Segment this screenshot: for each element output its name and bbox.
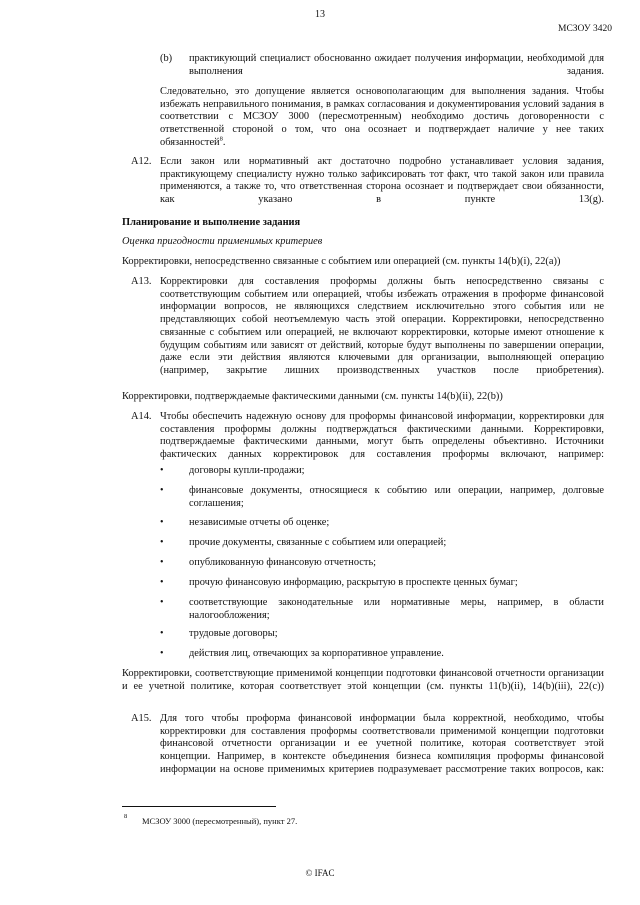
page-number: 13 bbox=[315, 9, 325, 20]
adjustments-direct-heading: Корректировки, непосредственно связанные с событием или операцией (см. пункты 14(b)(i), 22(a)) bbox=[122, 256, 561, 267]
bullet-marker: • bbox=[160, 597, 164, 608]
bullet-marker: • bbox=[160, 465, 164, 476]
bullet-marker: • bbox=[160, 537, 164, 548]
footnote-number: 8 bbox=[124, 813, 128, 821]
paragraph-a13-text: Корректировки для составления проформы должны быть непосредственно связаны с соответствующим событием или операцией, чтобы избежать отражения в проформе финансовой информации вопросов, не являющихся следствием исключительно этого события или не представляющих собой неотъемлемую часть этой операции. Корректировки, непосредственно связанные с событием или операцией, не включают корректировки, которые имеют отношение к будущим событиям или зависят от действий, которые будут выполнены по завершении операции, даже если эти действия являются ключевыми для организации, выполняющей операцию (например, закрытие лишних производственных участков после приобретения). bbox=[160, 276, 604, 376]
bullet-marker: • bbox=[160, 648, 164, 659]
bullet-item: соответствующие законодательные или нормативные меры, например, в области налогообложения; bbox=[189, 597, 604, 621]
section-heading: Планирование и выполнение задания bbox=[122, 217, 301, 228]
subsection-heading: Оценка пригодности применимых критериев bbox=[122, 236, 323, 247]
adjustments-consistent-heading: Корректировки, соответствующие применимой концепции подготовки финансовой отчетности организации и ее учетной политике, которая соответствует этой концепции (см. пункты 11(b)(ii), 14(b)(iii), 22(c)) bbox=[122, 668, 604, 692]
footnote-ref: 8 bbox=[219, 135, 223, 143]
bullet-marker: • bbox=[160, 628, 164, 639]
paragraph-a14-label: A14. bbox=[131, 411, 152, 422]
paragraph-a13-label: A13. bbox=[131, 276, 152, 287]
footnote-text: МСЗОУ 3000 (пересмотренный), пункт 27. bbox=[142, 816, 298, 826]
bullet-item: финансовые документы, относящиеся к событию или операции, например, долговые соглашения; bbox=[189, 485, 604, 509]
bullet-item: трудовые договоры; bbox=[189, 628, 278, 639]
bullet-marker: • bbox=[160, 485, 164, 496]
paragraph-a15-text: Для того чтобы проформа финансовой информации была корректной, необходимо, чтобы корректировки для составления проформы соответствовали применимой концепции подготовки финансовой отчетности организации и ее учетной политике, которая соответствует этой концепции. Например, в контексте объединения бизнеса компиляция проформы финансовой информации на основе применимых критериев подразумевает рассмотрение таких вопросов, как: bbox=[160, 713, 604, 775]
adjustments-factual-heading: Корректировки, подтверждаемые фактическими данными (см. пункты 14(b)(ii), 22(b)) bbox=[122, 391, 503, 402]
bullet-item: прочую финансовую информацию, раскрытую в проспекте ценных бумаг; bbox=[189, 577, 518, 588]
bullet-item: действия лиц, отвечающих за корпоративное управление. bbox=[189, 648, 444, 659]
bullet-marker: • bbox=[160, 577, 164, 588]
bullet-item: опубликованную финансовую отчетность; bbox=[189, 557, 377, 568]
bullet-item: независимые отчеты об оценке; bbox=[189, 517, 330, 528]
paragraph-a12-text: Если закон или нормативный акт достаточно подробно устанавливает условия задания, практикующему специалисту нужно только зафиксировать тот факт, что такой закон или правила применяются, а также то, что ответственная сторона осознает и подтверждает свои обязанности, как указано в пункте 13(g). bbox=[160, 156, 604, 206]
document-code: МСЗОУ 3420 bbox=[558, 24, 612, 34]
paragraph-consequently-text: Следовательно, это допущение является основополагающим для выполнения задания. Чтобы избежать неправильного понимания, в рамках согласования и документирования условий задания в соответствии с МСЗОУ 3000 (пересмотренным) необходимо достичь договоренности с ответственной стороной о том, что она осознает и подтверждает наличие у нее таких обязанностей bbox=[160, 86, 604, 148]
paragraph-consequently bbox=[160, 86, 604, 162]
bullet-marker: • bbox=[160, 557, 164, 568]
item-b-text: практикующий специалист обоснованно ожидает получения информации, необходимой для выполнения задания. bbox=[189, 53, 604, 77]
footnote-separator bbox=[122, 806, 276, 807]
bullet-item: прочие документы, связанные с событием или операцией; bbox=[189, 537, 447, 548]
bullet-item: договоры купли-продажи; bbox=[189, 465, 305, 476]
paragraph-consequently-end: . bbox=[222, 136, 226, 148]
paragraph-a14-text: Чтобы обеспечить надежную основу для проформы финансовой информации, корректировки для составления проформы должны подтверждаться фактическими данными. Корректировки, подтверждаемые фактическими данными, могут быть определены объективно. Источники фактических данных корректировок для составления проформы включают, например: bbox=[160, 411, 604, 461]
bullet-marker: • bbox=[160, 517, 164, 528]
item-b-label: (b) bbox=[160, 53, 173, 64]
paragraph-a15-label: A15. bbox=[131, 713, 152, 724]
paragraph-a12-label: A12. bbox=[131, 156, 152, 167]
footer-copyright: © IFAC bbox=[305, 868, 335, 878]
